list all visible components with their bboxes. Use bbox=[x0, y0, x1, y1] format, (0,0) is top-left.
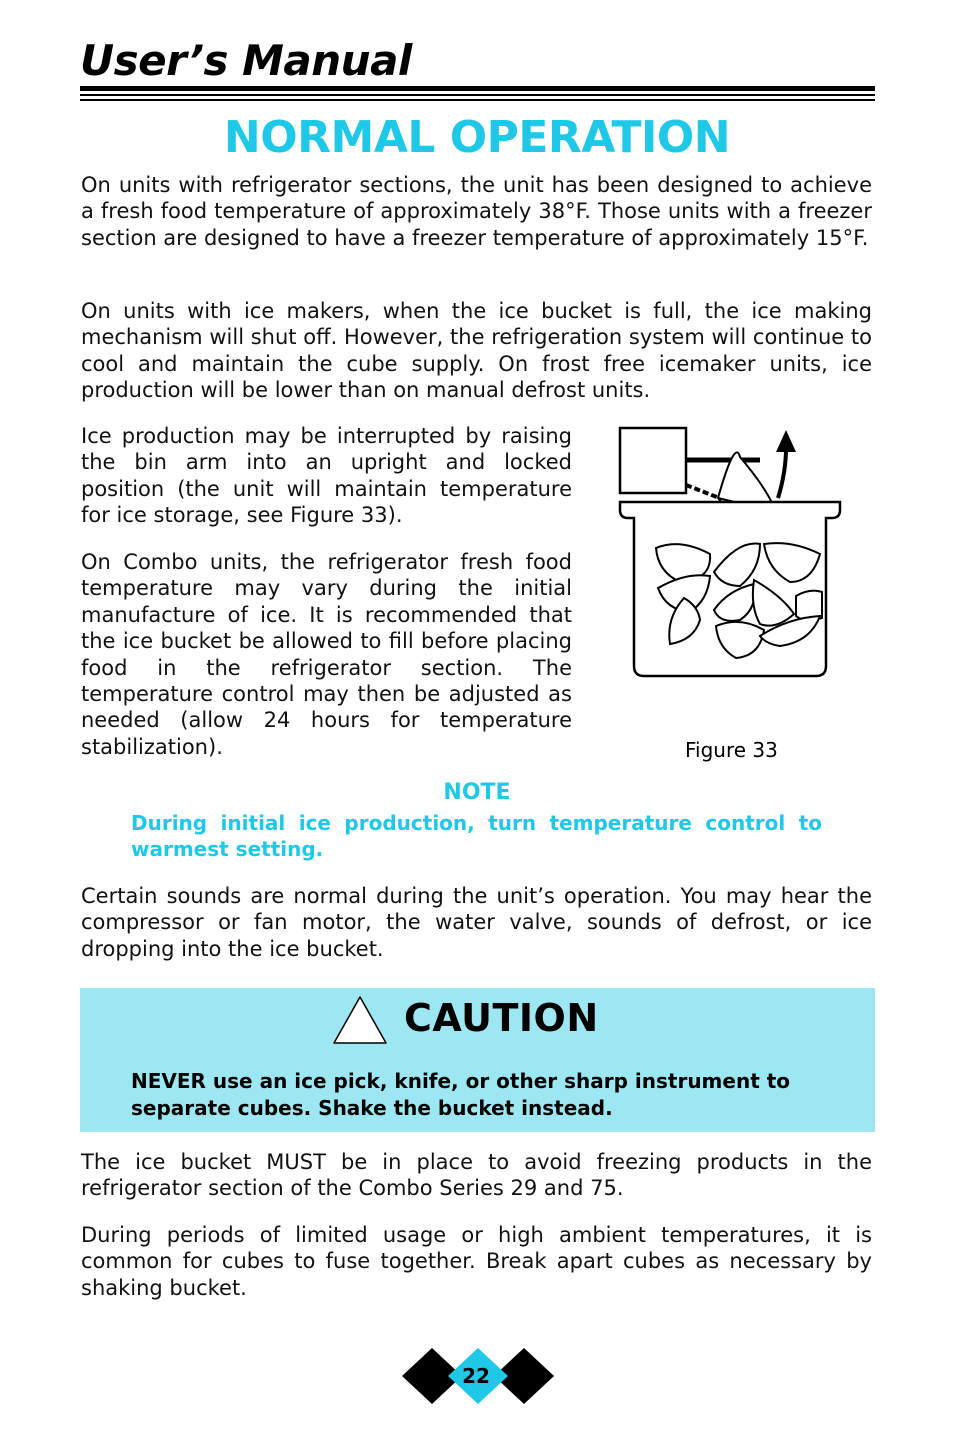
figure-caption: Figure 33 bbox=[685, 738, 778, 762]
page-number: 22 bbox=[462, 1364, 490, 1388]
header-rule-thin-2 bbox=[80, 99, 875, 101]
section-title: NORMAL OPERATION bbox=[223, 112, 731, 163]
warning-triangle-icon bbox=[330, 992, 390, 1048]
paragraph-fused-cubes: During periods of limited usage or high ambient temperatures, it is common for cubes to fuse together. Break apart cubes as necessary by shaking bucket. bbox=[81, 1223, 872, 1300]
ice-bucket-bin-arm-illustration bbox=[600, 420, 870, 690]
paragraph-ice-makers: On units with ice makers, when the ice bucket is full, the ice making mechanism will shut off. However, the refrigeration system will continue to cool and maintain the cube supply. On frost free icemaker units, ice production will be lower than on manual defrost units. bbox=[81, 299, 872, 403]
note-heading: NOTE bbox=[443, 780, 511, 805]
header-rule-thin bbox=[80, 94, 875, 96]
paragraph-bin-arm: Ice production may be interrupted by raising the bin arm into an upright and locked position (the unit will maintain temperature for ice storage, see Figure 33). bbox=[81, 424, 572, 528]
caution-title: CAUTION bbox=[404, 996, 599, 1040]
paragraph-sounds: Certain sounds are normal during the unit’s operation. You may hear the compressor or fan motor, the water valve, sounds of defrost, or ice dropping into the ice bucket. bbox=[81, 884, 872, 961]
paragraph-ice-bucket-must: The ice bucket MUST be in place to avoid freezing products in the refrigerator section of the Combo Series 29 and 75. bbox=[81, 1150, 872, 1201]
manual-header-title: User’s Manual bbox=[80, 36, 412, 85]
header-rule-thick bbox=[80, 86, 875, 91]
note-text: During initial ice production, turn temperature control to warmest setting. bbox=[131, 811, 822, 861]
caution-text: NEVER use an ice pick, knife, or other sharp instrument to separate cubes. Shake the bucket instead. bbox=[131, 1069, 791, 1120]
paragraph-temperatures: On units with refrigerator sections, the unit has been designed to achieve a fresh food temperature of approximately 38°F. Those units with a freezer section are designed to have a freezer temperature of approximately 15°F. bbox=[81, 173, 872, 250]
paragraph-combo-units: On Combo units, the refrigerator fresh food temperature may vary during the initial manufacture of ice. It is recommended that the ice bucket be allowed to fill before placing food in the refrigerator section. The temperature control may then be adjusted as needed (allow 24 hours for temperature stabilization). bbox=[81, 550, 572, 759]
